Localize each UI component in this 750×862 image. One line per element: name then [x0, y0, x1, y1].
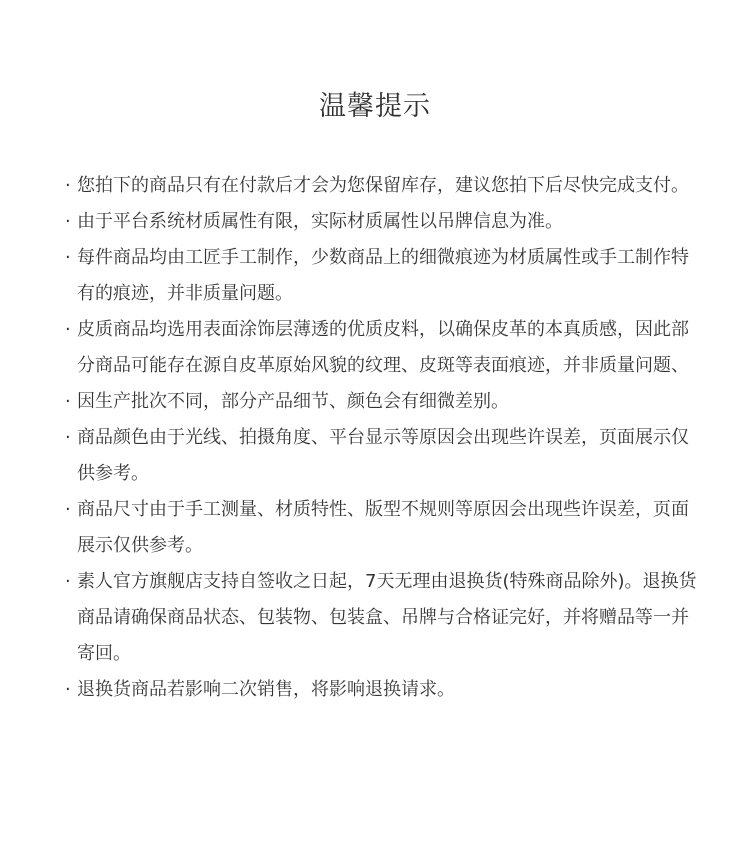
notice-text: 商品颜色由于光线、拍摄角度、平台显示等原因会出现些许误差，页面展示仅供参考。	[77, 427, 689, 484]
notice-text: 每件商品均由工匠手工制作，少数商品上的细微痕迹为材质属性或手工制作特有的痕迹，并非质量问题。	[77, 247, 689, 304]
bullet-icon: ·	[65, 427, 71, 448]
notice-text: 您拍下的商品只有在付款后才会为您保留库存，建议您拍下后尽快完成支付。	[77, 175, 689, 196]
notice-text: 素人官方旗舰店支持自签收之日起，7天无理由退换货(特殊商品除外)。退换货商品请确保商品状态、包装物、包装盒、吊牌与合格证完好，并将赠品等一并寄回。	[77, 571, 697, 664]
bullet-icon: ·	[65, 211, 71, 232]
notice-item	[63, 564, 699, 672]
bullet-icon: ·	[65, 499, 71, 520]
notice-text: 退换货商品若影响二次销售，将影响退换请求。	[77, 679, 455, 700]
notice-item	[63, 240, 699, 312]
notice-text: 皮质商品均选用表面涂饰层薄透的优质皮料，以确保皮革的本真质感，因此部分商品可能存在源自皮革原始风貌的纹理、皮斑等表面痕迹，并非质量问题、	[77, 319, 689, 376]
notice-item	[63, 492, 699, 564]
notice-text: 因生产批次不同，部分产品细节、颜色会有细微差别。	[77, 391, 509, 412]
notice-text: 由于平台系统材质属性有限，实际材质属性以吊牌信息为准。	[77, 211, 563, 232]
notice-item	[63, 420, 699, 492]
bullet-icon: ·	[65, 391, 71, 412]
bullet-icon: ·	[65, 319, 71, 340]
notice-item	[63, 672, 699, 708]
notice-item	[63, 312, 699, 384]
page-title: 温馨提示	[319, 91, 431, 122]
notice-list	[63, 168, 699, 708]
notice-text: 商品尺寸由于手工测量、材质特性、版型不规则等原因会出现些许误差，页面展示仅供参考。	[77, 499, 689, 556]
bullet-icon: ·	[65, 175, 71, 196]
bullet-icon: ·	[65, 247, 71, 268]
bullet-icon: ·	[65, 571, 71, 592]
notice-item	[63, 384, 699, 420]
notice-item	[63, 204, 699, 240]
notice-item	[63, 168, 699, 204]
bullet-icon: ·	[65, 679, 71, 700]
